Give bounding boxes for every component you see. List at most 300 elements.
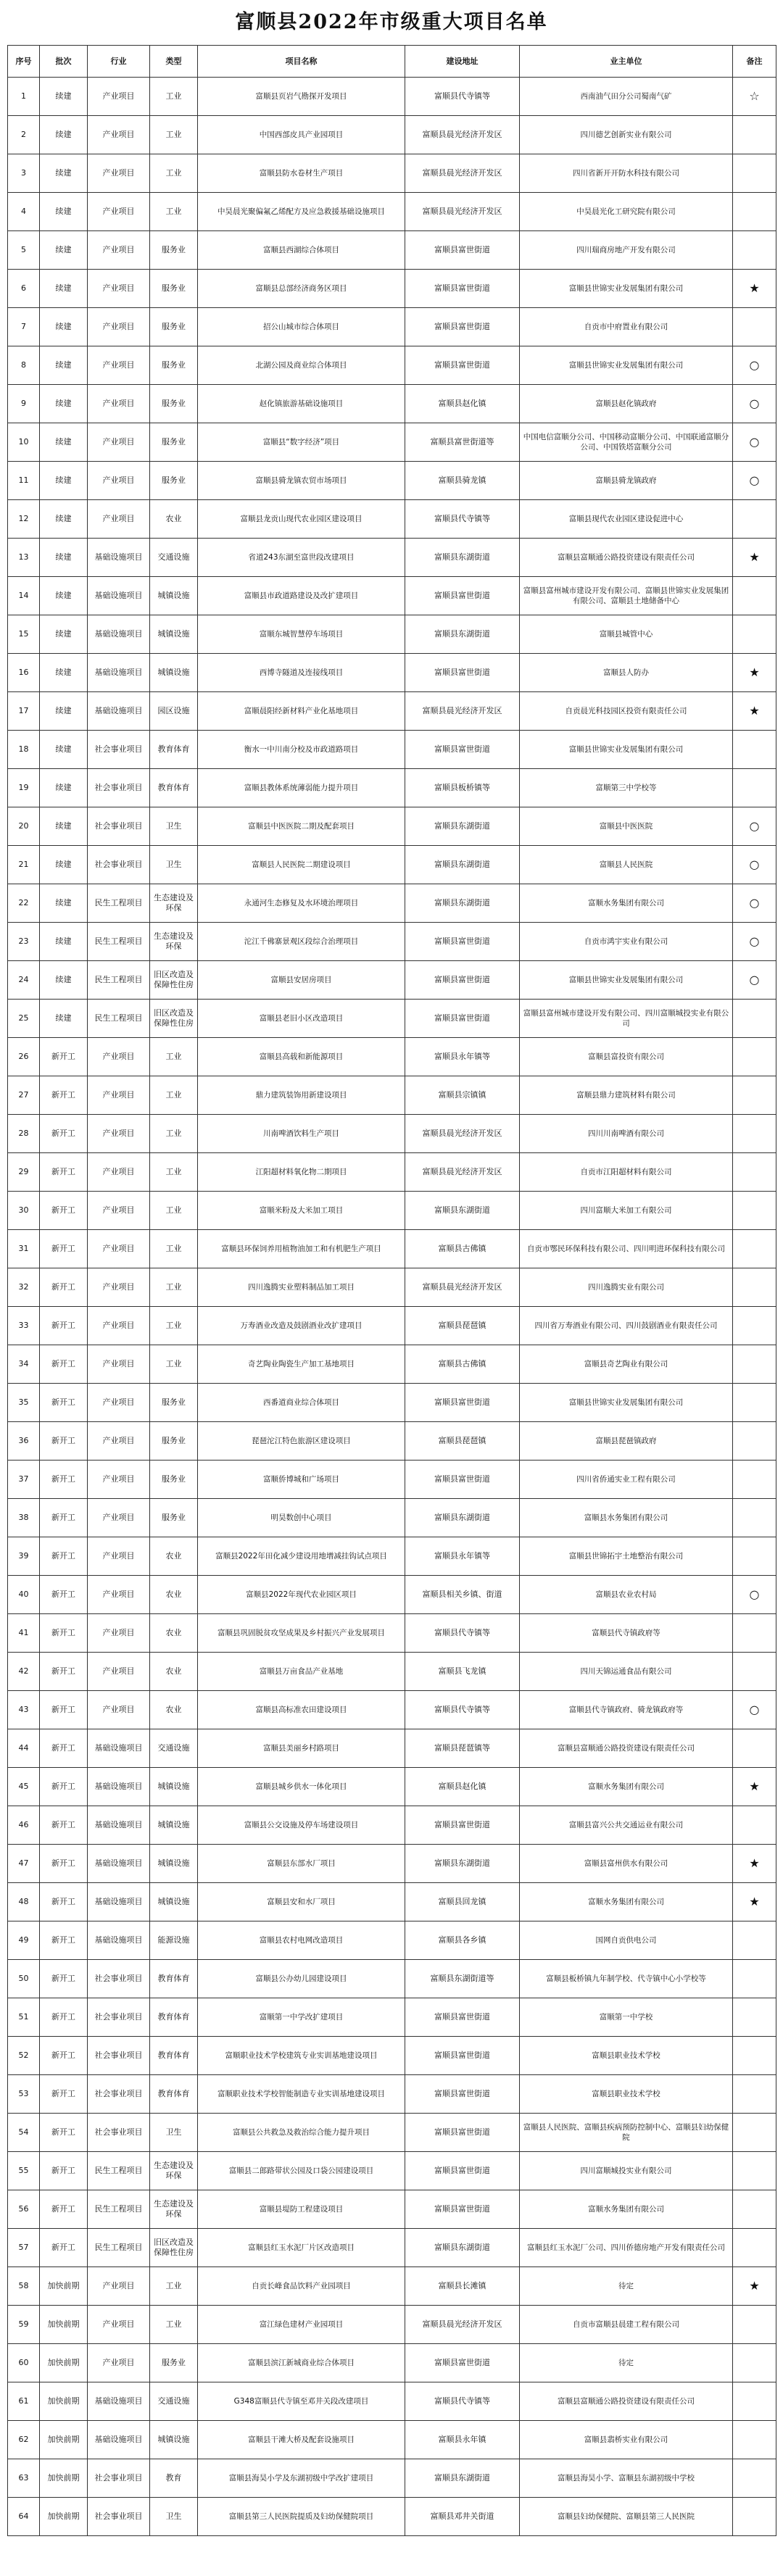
cell-owner: 富顺县职业技术学校 — [520, 2037, 733, 2075]
cell-note: ○ — [733, 462, 776, 500]
cell-batch: 新开工 — [40, 1345, 88, 1384]
table-row — [8, 2421, 776, 2459]
cell-category: 工业 — [150, 1076, 198, 1115]
cell-project-name: 富顺职业技术学校智能制造专业实训基地建设项目 — [198, 2075, 405, 2114]
cell-category: 生态建设及环保 — [150, 2190, 198, 2229]
cell-location: 富顺县东湖街道 — [405, 807, 520, 846]
table-row — [8, 615, 776, 654]
cell-industry: 民生工程项目 — [88, 923, 150, 961]
cell-category: 教育体育 — [150, 769, 198, 807]
cell-industry: 产业项目 — [88, 1268, 150, 1307]
cell-seq: 8 — [8, 346, 40, 385]
cell-category: 旧区改造及保障性住房 — [150, 1000, 198, 1038]
cell-industry: 社会事业项目 — [88, 807, 150, 846]
cell-industry: 产业项目 — [88, 1614, 150, 1653]
cell-industry: 基础设施项目 — [88, 2421, 150, 2459]
cell-industry: 社会事业项目 — [88, 2498, 150, 2536]
cell-industry: 产业项目 — [88, 2344, 150, 2382]
cell-note — [733, 1345, 776, 1384]
cell-category: 城镇设施 — [150, 1845, 198, 1883]
cell-location: 富顺县富世街道 — [405, 308, 520, 346]
cell-seq: 22 — [8, 884, 40, 923]
cell-location: 富顺县东湖街道 — [405, 2229, 520, 2267]
table-row — [8, 692, 776, 731]
cell-owner: 富顺县海昊小学、富顺县东湖初级中学校 — [520, 2459, 733, 2498]
cell-seq: 30 — [8, 1192, 40, 1230]
cell-project-name: 富江绿色建材产业园项目 — [198, 2306, 405, 2344]
cell-industry: 产业项目 — [88, 78, 150, 116]
cell-note — [733, 1000, 776, 1038]
cell-location: 富顺县古佛镇 — [405, 1345, 520, 1384]
cell-batch: 续建 — [40, 807, 88, 846]
cell-seq: 35 — [8, 1384, 40, 1422]
cell-category: 农业 — [150, 1691, 198, 1729]
cell-note — [733, 2190, 776, 2229]
table-row — [8, 1883, 776, 1921]
cell-note — [733, 2421, 776, 2459]
cell-owner: 富顺县代寺镇政府、骑龙镇政府等 — [520, 1691, 733, 1729]
cell-owner: 富顺县人防办 — [520, 654, 733, 692]
cell-seq: 47 — [8, 1845, 40, 1883]
cell-batch: 新开工 — [40, 1729, 88, 1768]
cell-category: 生态建设及环保 — [150, 2152, 198, 2190]
table-row — [8, 2037, 776, 2075]
cell-seq: 27 — [8, 1076, 40, 1115]
cell-batch: 续建 — [40, 308, 88, 346]
cell-industry: 产业项目 — [88, 1691, 150, 1729]
cell-seq: 48 — [8, 1883, 40, 1921]
cell-batch: 加快前期 — [40, 2498, 88, 2536]
cell-project-name: 富顺县教体系统薄弱能力提升项目 — [198, 769, 405, 807]
cell-project-name: 中昊晨光聚偏氟乙烯配方及应急救援基础设施项目 — [198, 193, 405, 231]
cell-owner: 富顺县中医医院 — [520, 807, 733, 846]
cell-project-name: 富顺县干滩大桥及配套设施项目 — [198, 2421, 405, 2459]
table-row — [8, 1307, 776, 1345]
cell-category: 园区设施 — [150, 692, 198, 731]
cell-category: 卫生 — [150, 2114, 198, 2152]
cell-batch: 续建 — [40, 116, 88, 154]
cell-owner: 四川省新开开防水科技有限公司 — [520, 154, 733, 193]
table-row — [8, 1000, 776, 1038]
cell-note — [733, 1115, 776, 1153]
table-row — [8, 1998, 776, 2037]
cell-location: 富顺县东湖街道等 — [405, 1960, 520, 1998]
cell-project-name: 赵化镇旅游基础设施项目 — [198, 385, 405, 423]
cell-note — [733, 1998, 776, 2037]
cell-project-name: 招公山城市综合体项目 — [198, 308, 405, 346]
cell-industry: 民生工程项目 — [88, 2229, 150, 2267]
cell-seq: 9 — [8, 385, 40, 423]
table-row — [8, 2498, 776, 2536]
cell-note — [733, 1038, 776, 1076]
cell-location: 富顺县富世街道 — [405, 2344, 520, 2382]
cell-seq: 52 — [8, 2037, 40, 2075]
cell-note — [733, 1384, 776, 1422]
table-row — [8, 923, 776, 961]
cell-note — [733, 2152, 776, 2190]
table-body — [8, 78, 776, 2536]
cell-industry: 产业项目 — [88, 270, 150, 308]
cell-batch: 新开工 — [40, 1921, 88, 1960]
cell-project-name: 富顺县万亩食品产业基地 — [198, 1653, 405, 1691]
cell-industry: 社会事业项目 — [88, 2459, 150, 2498]
cell-location: 富顺县代寺镇等 — [405, 2382, 520, 2421]
cell-category: 农业 — [150, 500, 198, 539]
cell-note — [733, 2306, 776, 2344]
cell-industry: 产业项目 — [88, 2267, 150, 2306]
table-row — [8, 423, 776, 462]
cell-category: 交通设施 — [150, 539, 198, 577]
cell-owner: 富顺县富兴公共交通运业有限公司 — [520, 1806, 733, 1845]
cell-industry: 产业项目 — [88, 1230, 150, 1268]
page-title: 富顺县2022年市级重大项目名单 — [235, 11, 548, 33]
cell-category: 城镇设施 — [150, 654, 198, 692]
cell-industry: 产业项目 — [88, 1384, 150, 1422]
cell-project-name: 北湖公园及商业综合体项目 — [198, 346, 405, 385]
cell-category: 农业 — [150, 1614, 198, 1653]
cell-project-name: 万寿酒业改造及鼓剧酒业改扩建项目 — [198, 1307, 405, 1345]
cell-seq: 19 — [8, 769, 40, 807]
cell-project-name: 富顺县公交设施及停车场建设项目 — [198, 1806, 405, 1845]
cell-note: ★ — [733, 270, 776, 308]
cell-owner: 自贡市鄂民环保科技有限公司、四川明进环保科技有限公司 — [520, 1230, 733, 1268]
cell-batch: 加快前期 — [40, 2382, 88, 2421]
cell-category: 农业 — [150, 1653, 198, 1691]
cell-batch: 续建 — [40, 385, 88, 423]
table-row — [8, 1537, 776, 1576]
cell-batch: 新开工 — [40, 1768, 88, 1806]
cell-batch: 新开工 — [40, 1115, 88, 1153]
table-row — [8, 1230, 776, 1268]
cell-project-name: 富顺县二郎路带状公园及口袋公园建设项目 — [198, 2152, 405, 2190]
cell-seq: 49 — [8, 1921, 40, 1960]
cell-owner: 富顺县世锦拓宇土地整治有限公司 — [520, 1537, 733, 1576]
cell-category: 工业 — [150, 1307, 198, 1345]
cell-note — [733, 154, 776, 193]
cell-category: 城镇设施 — [150, 615, 198, 654]
cell-industry: 产业项目 — [88, 2306, 150, 2344]
cell-note — [733, 1960, 776, 1998]
cell-batch: 新开工 — [40, 1268, 88, 1307]
cell-batch: 新开工 — [40, 2229, 88, 2267]
cell-owner: 四川省侨通实业工程有限公司 — [520, 1461, 733, 1499]
table-row — [8, 577, 776, 615]
cell-note: ☆ — [733, 78, 776, 116]
cell-project-name: 川南啤酒饮料生产项目 — [198, 1115, 405, 1153]
cell-industry: 社会事业项目 — [88, 1960, 150, 1998]
cell-batch: 新开工 — [40, 1192, 88, 1230]
cell-note — [733, 1499, 776, 1537]
cell-category: 卫生 — [150, 2498, 198, 2536]
cell-seq: 5 — [8, 231, 40, 270]
cell-location: 富顺县长滩镇 — [405, 2267, 520, 2306]
cell-note: ★ — [733, 1768, 776, 1806]
cell-project-name: 自贡长峰食品饮料产业园项目 — [198, 2267, 405, 2306]
table-row — [8, 1115, 776, 1153]
cell-industry: 产业项目 — [88, 231, 150, 270]
cell-batch: 新开工 — [40, 1883, 88, 1921]
cell-project-name: 富顺第一中学改扩建项目 — [198, 1998, 405, 2037]
cell-note — [733, 1461, 776, 1499]
cell-location: 富顺县琵琶镇等 — [405, 1729, 520, 1768]
cell-owner: 四川逸腾实业有限公司 — [520, 1268, 733, 1307]
cell-project-name: 鼎力建筑装饰用新建设项目 — [198, 1076, 405, 1115]
cell-note — [733, 2114, 776, 2152]
cell-owner: 富顺县职业技术学校 — [520, 2075, 733, 2114]
cell-batch: 续建 — [40, 846, 88, 884]
cell-location: 富顺县晨光经济开发区 — [405, 692, 520, 731]
cell-project-name: 富顺县安居房项目 — [198, 961, 405, 1000]
cell-batch: 新开工 — [40, 1960, 88, 1998]
cell-category: 服务业 — [150, 346, 198, 385]
cell-note — [733, 2344, 776, 2382]
cell-category: 旧区改造及保障性住房 — [150, 2229, 198, 2267]
cell-batch: 新开工 — [40, 1499, 88, 1537]
cell-owner: 待定 — [520, 2267, 733, 2306]
cell-industry: 社会事业项目 — [88, 846, 150, 884]
cell-seq: 60 — [8, 2344, 40, 2382]
cell-batch: 续建 — [40, 923, 88, 961]
cell-category: 旧区改造及保障性住房 — [150, 961, 198, 1000]
cell-seq: 40 — [8, 1576, 40, 1614]
cell-seq: 26 — [8, 1038, 40, 1076]
cell-seq: 1 — [8, 78, 40, 116]
cell-batch: 加快前期 — [40, 2344, 88, 2382]
cell-category: 服务业 — [150, 308, 198, 346]
cell-owner: 富顺第三中学校等 — [520, 769, 733, 807]
cell-batch: 加快前期 — [40, 2421, 88, 2459]
cell-category: 工业 — [150, 1192, 198, 1230]
cell-note: ★ — [733, 2267, 776, 2306]
cell-note — [733, 1268, 776, 1307]
cell-note: ○ — [733, 961, 776, 1000]
cell-note: ★ — [733, 1845, 776, 1883]
header-note: 备注 — [733, 46, 776, 78]
cell-project-name: 富顺县东部水厂项目 — [198, 1845, 405, 1883]
cell-seq: 37 — [8, 1461, 40, 1499]
cell-batch: 新开工 — [40, 2075, 88, 2114]
cell-industry: 社会事业项目 — [88, 2114, 150, 2152]
cell-project-name: 富顺县环保饲养用植物油加工和有机肥生产项目 — [198, 1230, 405, 1268]
cell-category: 服务业 — [150, 1422, 198, 1461]
cell-note: ○ — [733, 846, 776, 884]
header-category: 类型 — [150, 46, 198, 78]
table-row — [8, 539, 776, 577]
cell-batch: 续建 — [40, 500, 88, 539]
cell-project-name: 省道243东湖至富世段改建项目 — [198, 539, 405, 577]
cell-note — [733, 193, 776, 231]
cell-note — [733, 2459, 776, 2498]
cell-industry: 基础设施项目 — [88, 615, 150, 654]
cell-industry: 基础设施项目 — [88, 1883, 150, 1921]
cell-project-name: 富顺县农村电网改造项目 — [198, 1921, 405, 1960]
cell-seq: 50 — [8, 1960, 40, 1998]
cell-location: 富顺县东湖街道 — [405, 539, 520, 577]
cell-seq: 29 — [8, 1153, 40, 1192]
cell-owner: 富顺县板桥镇九年制学校、代寺镇中心小学校等 — [520, 1960, 733, 1998]
cell-category: 生态建设及环保 — [150, 884, 198, 923]
cell-location: 富顺县晨光经济开发区 — [405, 116, 520, 154]
cell-batch: 新开工 — [40, 2037, 88, 2075]
cell-project-name: 富顺县2022年田化减少建设用地增减挂钩试点项目 — [198, 1537, 405, 1576]
cell-project-name: 富顺县高载和新能源项目 — [198, 1038, 405, 1076]
cell-seq: 61 — [8, 2382, 40, 2421]
cell-location: 富顺县富世街道 — [405, 961, 520, 1000]
cell-note — [733, 577, 776, 615]
cell-note — [733, 1307, 776, 1345]
cell-note — [733, 1153, 776, 1192]
cell-note: ★ — [733, 692, 776, 731]
cell-location: 富顺县代寺镇等 — [405, 78, 520, 116]
cell-owner: 四川富顺城投实业有限公司 — [520, 2152, 733, 2190]
cell-industry: 民生工程项目 — [88, 961, 150, 1000]
cell-note — [733, 1921, 776, 1960]
table-row — [8, 2459, 776, 2498]
cell-category: 城镇设施 — [150, 1806, 198, 1845]
cell-location: 富顺县富世街道 — [405, 2037, 520, 2075]
cell-category: 服务业 — [150, 462, 198, 500]
cell-batch: 续建 — [40, 423, 88, 462]
table-row — [8, 2190, 776, 2229]
cell-project-name: 富顺县美丽乡村路项目 — [198, 1729, 405, 1768]
cell-project-name: 富顺县总部经济商务区项目 — [198, 270, 405, 308]
table-row — [8, 1345, 776, 1384]
cell-note: ○ — [733, 346, 776, 385]
cell-note: ★ — [733, 1883, 776, 1921]
cell-project-name: 富顺县城乡供水一体化项目 — [198, 1768, 405, 1806]
cell-category: 工业 — [150, 78, 198, 116]
table-row — [8, 462, 776, 500]
cell-note — [733, 615, 776, 654]
cell-location: 富顺县飞龙镇 — [405, 1653, 520, 1691]
cell-industry: 社会事业项目 — [88, 731, 150, 769]
cell-note — [733, 2229, 776, 2267]
cell-project-name: 富顺县2022年现代农业园区项目 — [198, 1576, 405, 1614]
cell-industry: 民生工程项目 — [88, 2152, 150, 2190]
cell-note: ○ — [733, 385, 776, 423]
cell-owner: 富顺县富州供水有限公司 — [520, 1845, 733, 1883]
table-row — [8, 1921, 776, 1960]
table-row — [8, 1960, 776, 1998]
cell-project-name: 富顺侨博城和广场项目 — [198, 1461, 405, 1499]
cell-owner: 富顺县农业农村局 — [520, 1576, 733, 1614]
cell-category: 服务业 — [150, 1461, 198, 1499]
cell-location: 富顺县永年镇等 — [405, 1038, 520, 1076]
cell-owner: 中国电信富顺分公司、中国移动富顺分公司、中国联通富顺分公司、中国铁塔富顺分公司 — [520, 423, 733, 462]
cell-owner: 富顺水务集团有限公司 — [520, 884, 733, 923]
cell-owner: 富顺县代寺镇政府等 — [520, 1614, 733, 1653]
cell-location: 富顺县回龙镇 — [405, 1883, 520, 1921]
cell-location: 富顺县富世街道 — [405, 2114, 520, 2152]
table-row — [8, 116, 776, 154]
table-row — [8, 1806, 776, 1845]
cell-batch: 续建 — [40, 154, 88, 193]
cell-location: 富顺县东湖街道 — [405, 2459, 520, 2498]
cell-owner: 富顺第一中学校 — [520, 1998, 733, 2037]
cell-batch: 续建 — [40, 692, 88, 731]
cell-owner: 富顺县世锦实业发展集团有限公司 — [520, 346, 733, 385]
cell-industry: 产业项目 — [88, 423, 150, 462]
cell-industry: 基础设施项目 — [88, 2382, 150, 2421]
cell-industry: 产业项目 — [88, 193, 150, 231]
table-row — [8, 500, 776, 539]
cell-batch: 续建 — [40, 731, 88, 769]
cell-batch: 新开工 — [40, 1614, 88, 1653]
table-row — [8, 2075, 776, 2114]
cell-location: 富顺县东湖街道 — [405, 846, 520, 884]
cell-batch: 续建 — [40, 769, 88, 807]
cell-owner: 富顺县富顺通公路投资建设有限责任公司 — [520, 1729, 733, 1768]
cell-batch: 续建 — [40, 231, 88, 270]
cell-batch: 加快前期 — [40, 2459, 88, 2498]
cell-owner: 富顺县富顺通公路投资建设有限责任公司 — [520, 539, 733, 577]
cell-batch: 新开工 — [40, 2152, 88, 2190]
table-header — [8, 46, 776, 78]
cell-category: 服务业 — [150, 385, 198, 423]
cell-seq: 7 — [8, 308, 40, 346]
cell-seq: 46 — [8, 1806, 40, 1845]
cell-location: 富顺县晨光经济开发区 — [405, 1153, 520, 1192]
cell-seq: 36 — [8, 1422, 40, 1461]
cell-seq: 43 — [8, 1691, 40, 1729]
cell-note — [733, 1537, 776, 1576]
cell-industry: 产业项目 — [88, 1192, 150, 1230]
cell-batch: 新开工 — [40, 2114, 88, 2152]
cell-project-name: G348富顺县代寺镇至邓井关段改建项目 — [198, 2382, 405, 2421]
cell-project-name: 富顺县人民医院二期建设项目 — [198, 846, 405, 884]
cell-industry: 基础设施项目 — [88, 1806, 150, 1845]
table-row — [8, 2344, 776, 2382]
cell-batch: 新开工 — [40, 1307, 88, 1345]
cell-seq: 18 — [8, 731, 40, 769]
cell-note: ○ — [733, 1691, 776, 1729]
cell-location: 富顺县东湖街道 — [405, 1845, 520, 1883]
cell-category: 工业 — [150, 116, 198, 154]
cell-location: 富顺县富世街道 — [405, 270, 520, 308]
cell-location: 富顺县富世街道 — [405, 1384, 520, 1422]
cell-batch: 新开工 — [40, 1537, 88, 1576]
cell-note: ★ — [733, 539, 776, 577]
cell-seq: 51 — [8, 1998, 40, 2037]
table-row — [8, 2229, 776, 2267]
table-row — [8, 2382, 776, 2421]
cell-industry: 社会事业项目 — [88, 2037, 150, 2075]
cell-industry: 基础设施项目 — [88, 654, 150, 692]
cell-industry: 产业项目 — [88, 1153, 150, 1192]
cell-owner: 富顺县鼎力建筑材料有限公司 — [520, 1076, 733, 1115]
cell-industry: 产业项目 — [88, 1307, 150, 1345]
cell-project-name: 明昊数创中心项目 — [198, 1499, 405, 1537]
cell-project-name: 富顺县第三人民医院提质及妇幼保健院项目 — [198, 2498, 405, 2536]
cell-batch: 续建 — [40, 193, 88, 231]
cell-project-name: 中国西部皮具产业园项目 — [198, 116, 405, 154]
cell-location: 富顺县富世街道 — [405, 731, 520, 769]
cell-location: 富顺县富世街道 — [405, 2190, 520, 2229]
header-row — [8, 46, 776, 78]
cell-seq: 21 — [8, 846, 40, 884]
cell-seq: 14 — [8, 577, 40, 615]
cell-location: 富顺县赵化镇 — [405, 1768, 520, 1806]
cell-category: 卫生 — [150, 807, 198, 846]
cell-location: 富顺县代寺镇等 — [405, 500, 520, 539]
cell-batch: 新开工 — [40, 1422, 88, 1461]
cell-project-name: 富顺县市政道路建设及改扩建项目 — [198, 577, 405, 615]
cell-seq: 63 — [8, 2459, 40, 2498]
cell-project-name: 富顺县中医医院二期及配套项目 — [198, 807, 405, 846]
header-name: 项目名称 — [198, 46, 405, 78]
cell-industry: 产业项目 — [88, 308, 150, 346]
cell-category: 城镇设施 — [150, 1768, 198, 1806]
